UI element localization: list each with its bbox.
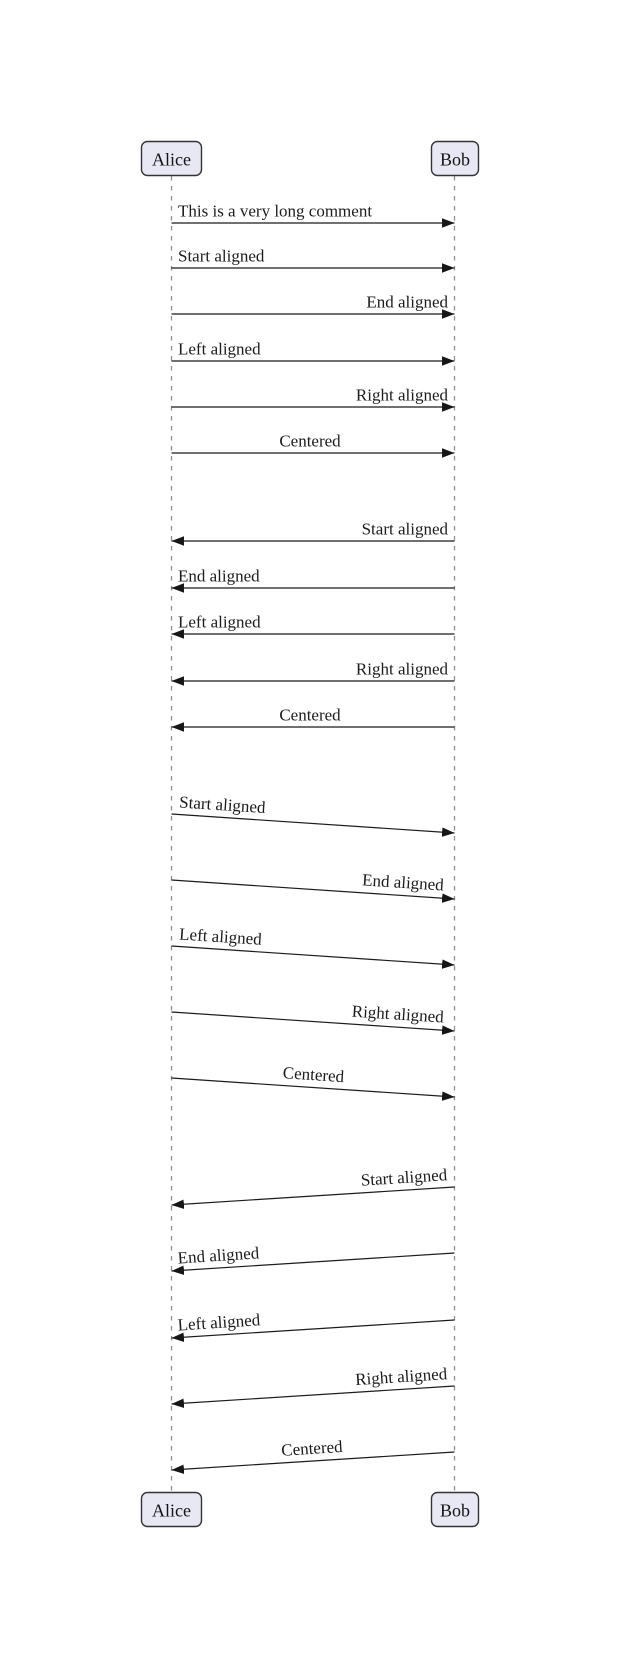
message-row xyxy=(172,1063,455,1097)
message-row xyxy=(172,1002,455,1031)
message-row xyxy=(172,1243,455,1271)
message-label: Start aligned xyxy=(360,1165,448,1190)
message-row xyxy=(172,340,455,362)
message-row xyxy=(172,520,455,542)
message-label: Left aligned xyxy=(178,612,261,632)
section-bob-to-alice-slanted xyxy=(172,1165,455,1470)
message-row xyxy=(172,432,455,454)
message-label: Left aligned xyxy=(178,339,261,359)
message-label: Centered xyxy=(279,705,341,725)
message-arrow xyxy=(172,946,455,965)
participant-label: Alice xyxy=(152,149,191,170)
message-label: Right aligned xyxy=(354,1364,448,1390)
section-bob-to-alice-horizontal xyxy=(172,520,455,728)
message-label: Right aligned xyxy=(351,1001,445,1027)
section-alice-to-bob-slanted xyxy=(172,792,455,1097)
message-row xyxy=(172,1364,455,1404)
message-label: End aligned xyxy=(178,566,260,586)
participant-alice-top xyxy=(142,142,202,176)
message-row xyxy=(172,1165,455,1205)
message-label: Right aligned xyxy=(355,659,448,679)
message-row xyxy=(172,792,455,833)
participant-bob-bottom xyxy=(432,1493,479,1527)
message-row xyxy=(172,202,455,224)
message-row xyxy=(172,870,455,899)
message-label: Start aligned xyxy=(178,792,267,818)
message-label: Centered xyxy=(282,1063,345,1087)
message-row xyxy=(172,660,455,682)
message-label: Centered xyxy=(280,1436,344,1460)
participant-bob-top xyxy=(432,142,479,176)
message-row xyxy=(172,293,455,315)
message-label: Start aligned xyxy=(178,246,265,266)
message-arrow xyxy=(172,814,455,833)
participant-label: Alice xyxy=(152,1500,191,1521)
participant-alice-bottom xyxy=(142,1493,202,1527)
message-arrow xyxy=(172,1187,455,1205)
message-label: End aligned xyxy=(361,870,445,895)
message-row xyxy=(172,613,455,635)
section-alice-to-bob-horizontal xyxy=(172,202,455,454)
message-label: Start aligned xyxy=(361,519,448,539)
participant-label: Bob xyxy=(439,1500,471,1521)
message-label: Centered xyxy=(279,431,341,451)
message-label: This is a very long comment xyxy=(178,201,373,221)
message-label: Right aligned xyxy=(355,385,448,405)
message-label: Left aligned xyxy=(178,924,263,949)
message-row xyxy=(172,247,455,269)
message-arrow xyxy=(172,1386,455,1404)
message-row xyxy=(172,1437,455,1470)
message-row xyxy=(172,1310,455,1338)
message-label: End aligned xyxy=(366,292,448,312)
message-row xyxy=(172,706,455,728)
message-label: End aligned xyxy=(177,1243,260,1268)
message-row xyxy=(172,386,455,408)
message-label: Left aligned xyxy=(177,1310,261,1335)
message-row xyxy=(172,924,455,965)
participant-label: Bob xyxy=(439,149,471,170)
message-row xyxy=(172,567,455,589)
